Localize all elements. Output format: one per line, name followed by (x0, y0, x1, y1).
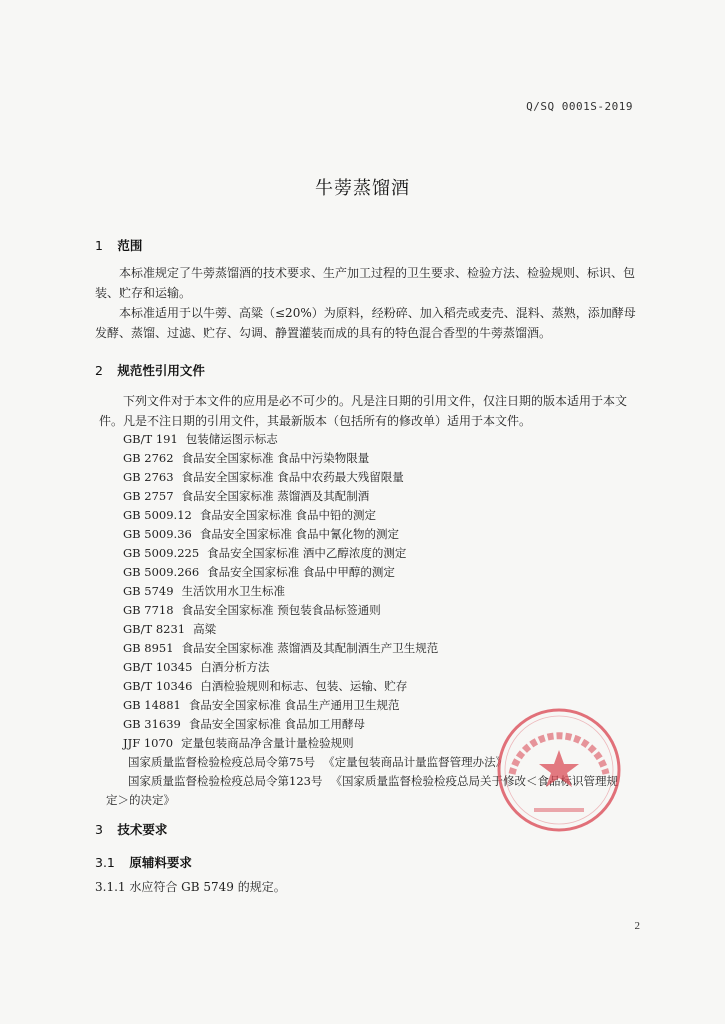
section-heading-1 (95, 236, 142, 254)
scope-paragraph-2: 本标准适用于以牛蒡、高粱（≤20%）为原料，经粉碎、加入稻壳或麦壳、混料、蒸熟，添加酵母发酵、蒸馏、过滤、贮存、勾调、静置灌装而成的具有的特色混合香型的牛蒡蒸馏酒。 (95, 306, 636, 340)
reference-item: GB 5749 生活饮用水卫生标准 (123, 584, 286, 598)
section-title: 范围 (117, 238, 143, 253)
company-seal-stamp (484, 704, 634, 839)
page-number: 2 (634, 920, 640, 932)
reference-item: GB 2762 食品安全国家标准 食品中污染物限量 (123, 451, 370, 465)
section-number: 3.1 (95, 855, 115, 870)
reference-item: GB/T 8231 高粱 (123, 622, 217, 636)
reference-item: GB 14881 食品安全国家标准 食品生产通用卫生规范 (123, 698, 400, 712)
section-heading-3-1 (95, 853, 192, 871)
reference-item: GB 7718 食品安全国家标准 预包装食品标签通则 (123, 603, 381, 617)
section-number: 1 (95, 238, 103, 253)
reference-item: GB 5009.266 食品安全国家标准 食品中甲醇的测定 (123, 565, 395, 579)
reference-item: 国家质量监督检验检疫总局令第75号 《定量包装商品计量监督管理办法》 (128, 755, 508, 769)
reference-item: GB/T 191 包装储运图示标志 (123, 432, 278, 446)
section-title: 规范性引用文件 (117, 363, 205, 378)
reference-item: JJF 1070 定量包装商品净含量计量检验规则 (123, 736, 354, 750)
normative-intro-paragraph: 下列文件对于本文件的应用是必不可少的。凡是注日期的引用文件，仅注日期的版本适用于本文件。凡是不注日期的引用文件，其最新版本（包括所有的修改单）适用于本文件。 (99, 394, 628, 428)
section-number: 3 (95, 822, 103, 837)
reference-continuation: 定＞的决定》 (106, 793, 175, 807)
section-number: 2 (95, 363, 103, 378)
section-title: 原辅料要求 (129, 855, 192, 870)
scope-paragraph-1: 本标准规定了牛蒡蒸馏酒的技术要求、生产加工过程的卫生要求、检验方法、检验规则、标识、包装、贮存和运输。 (95, 266, 636, 300)
page-title: 牛蒡蒸馏酒 (315, 178, 410, 199)
reference-item: GB 8951 食品安全国家标准 蒸馏酒及其配制酒生产卫生规范 (123, 641, 439, 655)
reference-item: 国家质量监督检验检疫总局令第123号 《国家质量监督检验检疫总局关于修改＜食品标识管理规 (128, 774, 618, 788)
section-title: 技术要求 (117, 822, 168, 837)
section-heading-3 (95, 820, 167, 838)
reference-item: GB 5009.36 食品安全国家标准 食品中氰化物的测定 (123, 527, 400, 541)
water-requirement-paragraph: 3.1.1 水应符合 GB 5749 的规定。 (95, 880, 286, 894)
reference-item: GB 2757 食品安全国家标准 蒸馏酒及其配制酒 (123, 489, 370, 503)
reference-item: GB/T 10346 白酒检验规则和标志、包装、运输、贮存 (123, 679, 408, 693)
standard-code: Q/SQ 0001S-2019 (526, 100, 633, 113)
reference-item: GB 31639 食品安全国家标准 食品加工用酵母 (123, 717, 366, 731)
reference-item: GB/T 10345 白酒分析方法 (123, 660, 270, 674)
reference-item: GB 5009.12 食品安全国家标准 食品中铅的测定 (123, 508, 377, 522)
reference-item: GB 5009.225 食品安全国家标准 酒中乙醇浓度的测定 (123, 546, 407, 560)
reference-item: GB 2763 食品安全国家标准 食品中农药最大残留限量 (123, 470, 404, 484)
section-heading-2 (95, 361, 205, 379)
